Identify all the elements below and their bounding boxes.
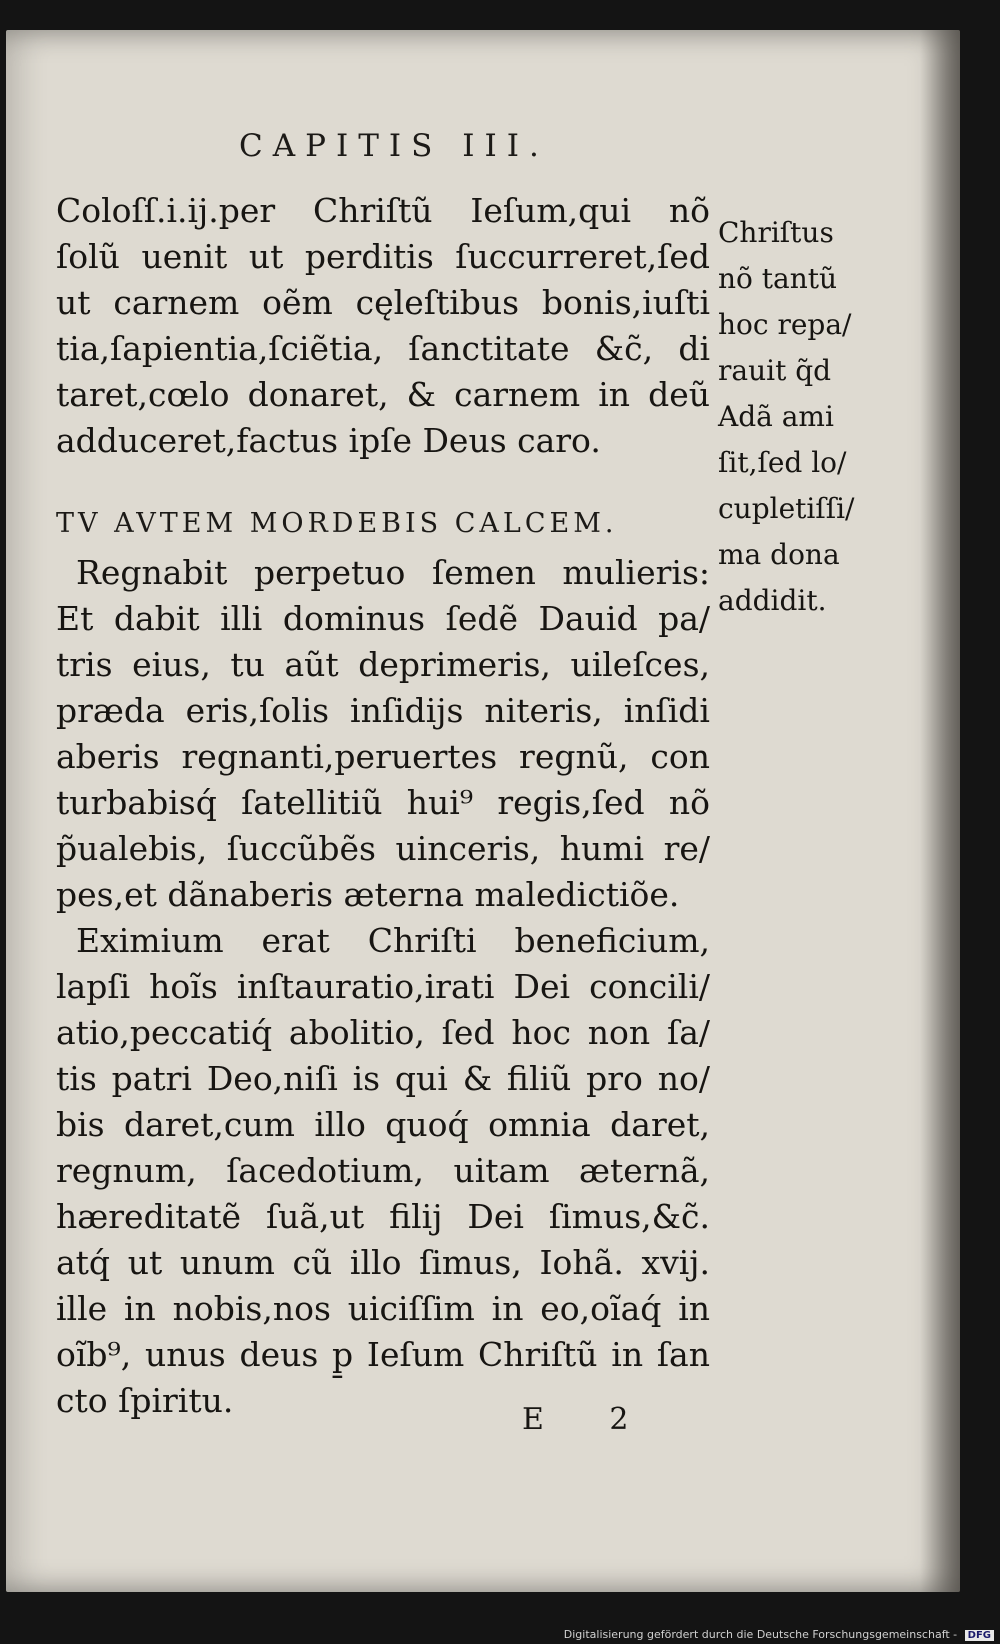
signature-mark: E 2 — [522, 1402, 657, 1437]
dfg-logo: DFG — [965, 1630, 994, 1641]
text-line: tis patri Deo,niſi is qui & filiũ pro no/ — [56, 1059, 710, 1098]
running-header: CAPITIS III. — [239, 128, 549, 164]
text-line: Coloſſ.i.ij.per Chriſtũ Ieſum,qui nõ — [56, 191, 710, 230]
text-line: Regnabit perpetuo ſemen mulieris: — [76, 553, 710, 592]
margin-note-line: addidit. — [718, 584, 827, 617]
book-page — [6, 30, 960, 1592]
text-line: oĩb⁹, unus deus p̱ Ieſum Chriſtũ in ſan — [56, 1335, 710, 1374]
margin-note-line: hoc repa/ — [718, 308, 852, 341]
text-line: Et dabit illi dominus ſedẽ Dauid pa/ — [56, 599, 710, 638]
text-line: taret,cœlo donaret, & carnem in deũ — [56, 375, 710, 414]
text-line: p̃ualebis, ſuccũbẽs uinceris, humi re/ — [56, 829, 710, 868]
text-line: ut carnem oẽm cęleſtibus bonis,iuſti — [56, 283, 710, 322]
margin-note — [718, 210, 866, 624]
margin-note-line: ſit,ſed lo/ — [718, 446, 847, 479]
text-line: hæreditatẽ ſuã,ut filij Dei ſimus,&c̃. — [56, 1197, 710, 1236]
credit-text: Digitalisierung gefördert durch die Deutsche Forschungsgemeinschaft - — [563, 1628, 958, 1641]
text-line: ſolũ uenit ut perditis ſuccurreret,ſed — [56, 237, 710, 276]
text-line: pes,et dãnaberis æterna maledictiõe. — [56, 875, 680, 914]
text-line: lapſi hoĩs inſtauratio,irati Dei concili/ — [56, 967, 710, 1006]
margin-note-line: cupletiſſi/ — [718, 492, 855, 525]
text-line: aberis regnanti,peruertes regnũ, con — [56, 737, 710, 776]
text-line: præda eris,ſolis inſidijs niteris, inſidi — [56, 691, 710, 730]
digitization-credit — [564, 1628, 994, 1641]
margin-note-line: rauit q̃d — [718, 354, 832, 387]
text-line: adduceret,factus ipſe Deus caro. — [56, 421, 601, 460]
margin-note-line: nõ tantũ — [718, 262, 838, 295]
margin-note-line: Chriſtus — [718, 216, 834, 249]
text-line: Eximium erat Chriſti beneficium, — [76, 921, 710, 960]
text-line: ille in nobis,nos uiciſſim in eo,oĩaq́ in — [56, 1289, 710, 1328]
text-line: tris eius, tu aũt deprimeris, uileſces, — [56, 645, 710, 684]
text-line: regnum, ſacedotium, uitam æternã, — [56, 1151, 710, 1190]
text-line: atq́ ut unum cũ illo ſimus, Iohã. xvij. — [56, 1243, 710, 1282]
margin-note-line: Adã ami — [718, 400, 834, 433]
text-line: tia,ſapientia,ſciẽtia, ſanctitate &c̃, di — [56, 329, 710, 368]
text-line: bis daret,cum illo quoq́ omnia daret, — [56, 1105, 710, 1144]
section-caption: TV AVTEM MORDEBIS CALCEM. — [56, 508, 618, 539]
text-line: atio,peccatiq́ abolitio, ſed hoc non ſa/ — [56, 1013, 710, 1052]
margin-note-line: ma dona — [718, 538, 840, 571]
page-edge-shadow — [920, 30, 960, 1592]
text-line: turbabisq́ ſatellitiũ hui⁹ regis,ſed nõ — [56, 783, 710, 822]
text-line: cto ſpiritu. — [56, 1381, 234, 1420]
